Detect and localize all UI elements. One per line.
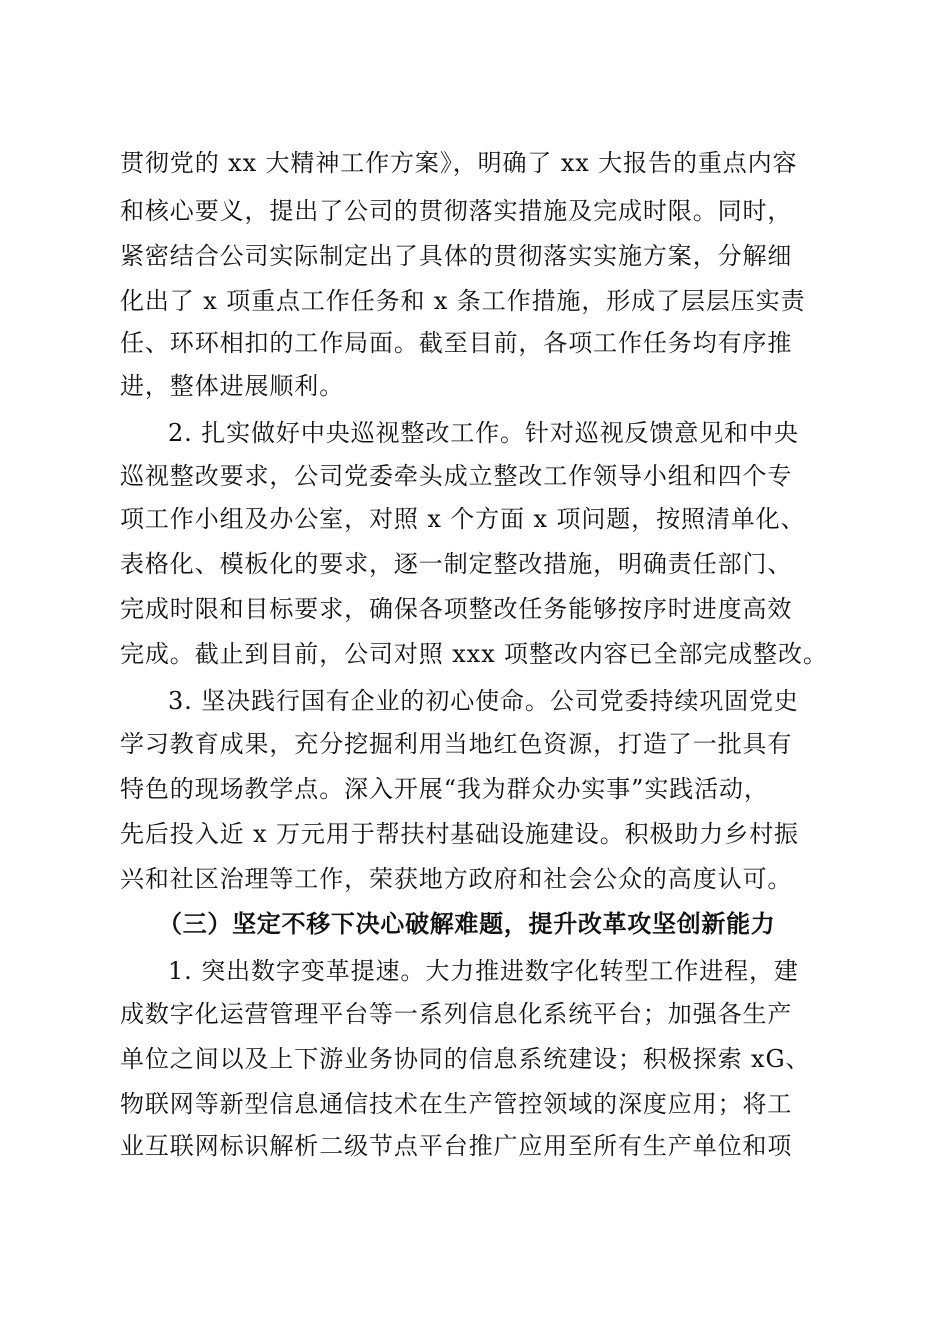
text-line: 物联网等新型信息通信技术在生产管控领域的深度应用；将工 — [120, 1090, 793, 1118]
text-line: 和核心要义，提出了公司的贯彻落实措施及完成时限。同时， — [120, 197, 793, 225]
text-line: 巡视整改要求，公司党委牵头成立整改工作领导小组和四个专 — [120, 462, 793, 490]
text-line: 贯彻党的 xx 大精神工作方案》，明确了 xx 大报告的重点内容 — [120, 149, 798, 177]
paragraph-start-line: 3. 坚决践行国有企业的初心使命。公司党委持续巩固党史 — [168, 687, 799, 715]
section-heading: （三）坚定不移下决心破解难题，提升改革攻坚创新能力 — [158, 909, 776, 938]
text-line: 业互联网标识解析二级节点平台推广应用至所有生产单位和项 — [120, 1132, 793, 1160]
text-line: 单位之间以及上下游业务协同的信息系统建设；积极探索 xG、 — [120, 1045, 811, 1073]
text-line: 进，整体进展顺利。 — [120, 372, 345, 400]
text-line: 任、环环相扣的工作局面。截至目前，各项工作任务均有序推 — [120, 329, 793, 357]
text-line: 特色的现场教学点。深入开展“我为群众办实事”实践活动， — [120, 775, 769, 803]
text-line: 成数字化运营管理平台等一系列信息化系统平台；加强各生产 — [120, 1000, 793, 1028]
paragraph-start-line: 1. 突出数字变革提速。大力推进数字化转型工作进程，建 — [168, 957, 799, 985]
text-line: 化出了 x 项重点工作任务和 x 条工作措施，形成了层层压实责 — [120, 287, 806, 315]
text-line: 完成时限和目标要求，确保各项整改任务能够按序时进度高效 — [120, 595, 793, 623]
text-line: 学习教育成果，充分挖掘利用当地红色资源，打造了一批具有 — [120, 730, 793, 758]
paragraph-start-line: 2. 扎实做好中央巡视整改工作。针对巡视反馈意见和中央 — [168, 419, 799, 447]
text-line: 先后投入近 x 万元用于帮扶村基础设施建设。积极助力乡村振 — [120, 820, 799, 848]
text-line: 兴和社区治理等工作，荣获地方政府和社会公众的高度认可。 — [120, 865, 793, 893]
text-line: 表格化、模板化的要求，逐一制定整改措施，明确责任部门、 — [120, 550, 793, 578]
text-line: 完成。截止到目前，公司对照 xxx 项整改内容已全部完成整改。 — [120, 640, 828, 668]
text-line: 紧密结合公司实际制定出了具体的贯彻落实实施方案，分解细 — [120, 242, 793, 270]
text-line: 项工作小组及办公室，对照 x 个方面 x 项问题，按照清单化、 — [120, 505, 806, 533]
